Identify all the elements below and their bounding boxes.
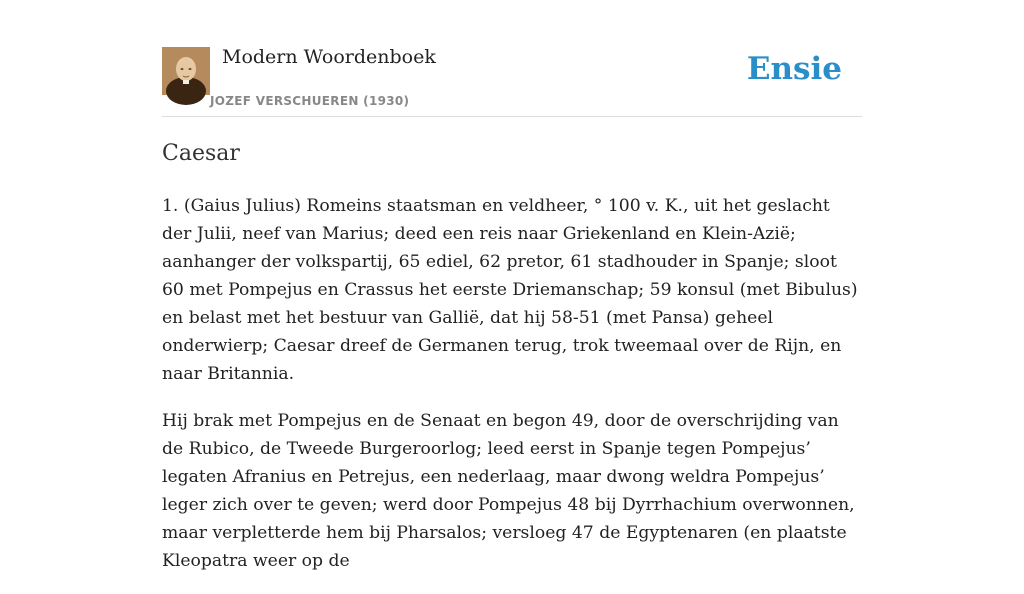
ensie-logo[interactable]: Ensie [746, 51, 842, 87]
header [162, 0, 862, 117]
entry-paragraph: Hij brak met Pompejus en de Senaat en begon 49, door de overschrijding van de Rubico, de Tweede Burgeroorlog; leed eerst in Spanje tegen Pompejus’ legaten Afranius en Petrejus, een nederlaag, maar dwong weldra Pompejus’ leger zich over te geven; werd door Pompejus 48 bij Dyrrhachium overwonnen, maar verpletterde hem bij Pharsalos; versloeg 47 de Egyptenaren (en plaatste Kleopatra weer op de [162, 411, 855, 571]
author-portrait-icon [162, 47, 210, 95]
book-title[interactable]: Modern Woordenboek [222, 46, 436, 68]
entry-title: Caesar [162, 141, 240, 166]
author-avatar[interactable] [162, 47, 210, 95]
entry-content [162, 192, 862, 594]
author-name[interactable]: JOZEF VERSCHUEREN (1930) [210, 94, 410, 108]
entry-paragraph: 1. (Gaius Julius) Romeins staatsman en veldheer, ° 100 v. K., uit het geslacht der Julii, neef van Marius; deed een reis naar Griekenland en Klein-Azië; aanhanger der volkspartij, 65 ediel, 62 pretor, 61 stadhouder in Spanje; sloot 60 met Pompejus en Crassus het eerste Driemanschap; 59 konsul (met Bibulus) en belast met het bestuur van Gallië, dat hij 58-51 (met Pansa) geheel onderwierp; Caesar dreef de Germanen terug, trok tweemaal over de Rijn, en naar Britannia. [162, 196, 858, 384]
